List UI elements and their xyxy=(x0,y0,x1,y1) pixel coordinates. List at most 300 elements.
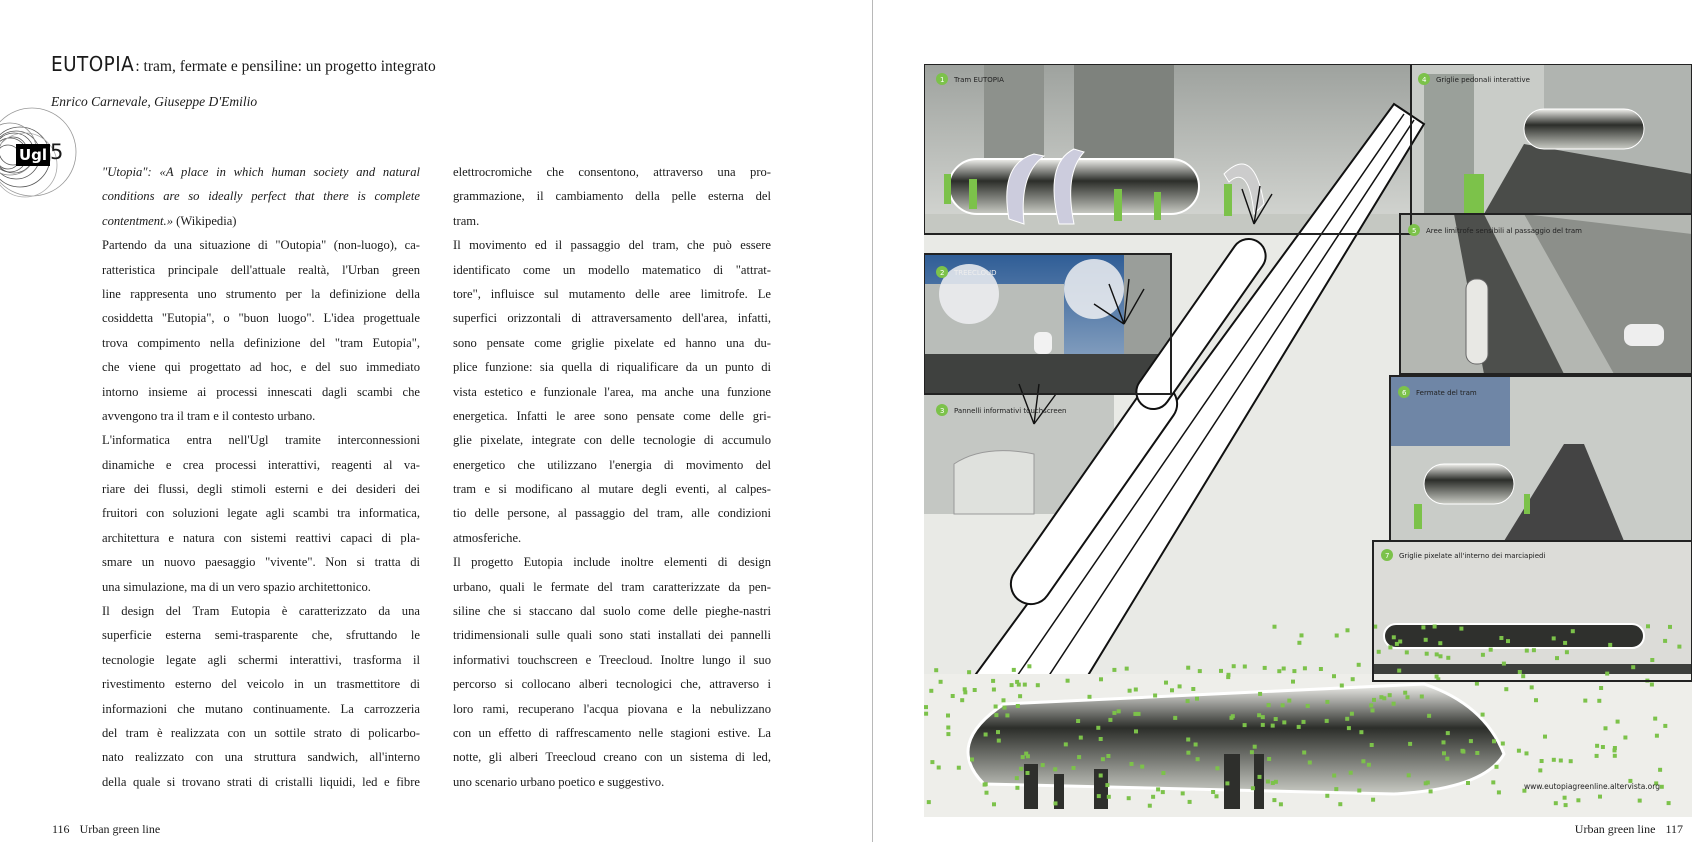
green-pixel xyxy=(992,688,996,692)
green-pixel xyxy=(1334,787,1338,791)
green-pixel xyxy=(1491,780,1495,784)
green-pixel xyxy=(1211,790,1215,794)
green-pixel xyxy=(1405,650,1409,654)
green-pixel xyxy=(1003,706,1007,710)
quote-paragraph xyxy=(102,160,420,233)
panel-4-number: 4 xyxy=(1422,76,1427,84)
panel-griglie-pedonali xyxy=(1411,64,1692,214)
text-line: superfici orizzontali di attraversamento dell'area, infatti, xyxy=(453,311,771,326)
footer-title-left: Urban green line xyxy=(79,822,161,836)
green-pixel xyxy=(939,680,943,684)
green-pixel xyxy=(1041,763,1045,767)
text-line: tecnologie legate agli schermi interattivi, trasforma il xyxy=(102,652,420,667)
green-pixel xyxy=(1475,682,1479,686)
green-pixel xyxy=(1215,766,1219,770)
green-pixel xyxy=(1127,796,1131,800)
green-pixel xyxy=(1306,704,1310,708)
green-pixel xyxy=(1303,666,1307,670)
green-pixel xyxy=(1016,704,1020,708)
green-pixel xyxy=(1347,726,1351,730)
green-pixel xyxy=(1521,674,1525,678)
green-pixel xyxy=(1258,775,1262,779)
green-pixel xyxy=(994,705,998,709)
green-pixel xyxy=(1638,799,1642,803)
green-pixel xyxy=(1576,798,1580,802)
green-pixel xyxy=(1349,771,1353,775)
green-pixel xyxy=(984,733,988,737)
panel-7-number: 7 xyxy=(1385,552,1390,560)
green-pixel xyxy=(1036,683,1040,687)
left-text-column xyxy=(102,160,420,794)
green-pixel xyxy=(1064,742,1068,746)
green-pixel xyxy=(1427,714,1431,718)
green-pixel xyxy=(1191,687,1195,691)
green-pixel xyxy=(1181,791,1185,795)
text-line: elettrocromiche che consentono, attraverso una pro- xyxy=(453,165,771,179)
green-pixel xyxy=(1156,787,1160,791)
paragraph xyxy=(453,550,771,794)
text-line: superficie esterna semi-trasparente che, sfruttando le xyxy=(102,628,420,643)
text-line: del tram è realizzata con un sottile strato di policarbo- xyxy=(102,725,420,740)
green-pixel xyxy=(1543,735,1547,739)
green-pixel xyxy=(1499,636,1503,640)
panel-1-label: Tram EUTOPIA xyxy=(954,76,1004,84)
green-pixel xyxy=(1272,798,1276,802)
green-pixel xyxy=(1195,697,1199,701)
green-pixel xyxy=(1555,656,1559,660)
text-line: Il design del Tram Eutopia è caratterizzato da una xyxy=(102,604,420,619)
green-pixel xyxy=(1274,717,1278,721)
footer-left xyxy=(42,822,160,837)
green-pixel xyxy=(1495,765,1499,769)
green-pixel xyxy=(1153,694,1157,698)
green-pixel xyxy=(1282,720,1286,724)
green-pixel xyxy=(1408,742,1412,746)
green-pixel xyxy=(951,694,955,698)
panel-5-label: Aree limitrofe sensibili al passaggio del tram xyxy=(1426,227,1583,235)
green-pixel xyxy=(1446,656,1450,660)
text-line: urbano, quali le fermate del tram caratterizzate da pen- xyxy=(453,579,771,594)
green-pixel xyxy=(1274,780,1278,784)
green-pixel xyxy=(1335,634,1339,638)
green-pixel xyxy=(1023,683,1027,687)
green-pixel xyxy=(1604,726,1608,730)
green-pixel xyxy=(1370,743,1374,747)
green-pixel xyxy=(1267,703,1271,707)
green-pixel xyxy=(1106,754,1110,758)
green-pixel xyxy=(1613,748,1617,752)
article-authors: Enrico Carnevale, Giuseppe D'Emilio xyxy=(51,94,258,109)
green-pixel xyxy=(983,783,987,787)
green-pixel xyxy=(1569,759,1573,763)
green-pixel xyxy=(1297,725,1301,729)
green-pixel xyxy=(1421,625,1425,629)
green-pixel xyxy=(1133,712,1137,716)
green-pixel xyxy=(1359,730,1363,734)
green-pixel xyxy=(1445,757,1449,761)
green-pixel xyxy=(1367,763,1371,767)
green-pixel xyxy=(1225,781,1229,785)
paragraph xyxy=(102,428,420,599)
green-pixel xyxy=(1530,685,1534,689)
green-pixel xyxy=(1148,804,1152,808)
green-pixel xyxy=(1302,751,1306,755)
green-pixel xyxy=(1072,766,1076,770)
green-pixel xyxy=(967,670,971,674)
green-pixel xyxy=(1392,635,1396,639)
text-line: tram e si modificano al mutare degli eventi, al calpes- xyxy=(453,482,771,497)
green-pixel xyxy=(930,760,934,764)
green-pixel xyxy=(1534,698,1538,702)
green-pixel xyxy=(1425,652,1429,656)
text-line: cosiddetta "Eutopia", o "buon luogo". L'idea progettuale xyxy=(102,311,420,326)
panel-3-number: 3 xyxy=(940,407,945,415)
green-pixel xyxy=(1215,794,1219,798)
green-pixel xyxy=(1164,681,1168,685)
green-pixel xyxy=(1253,745,1257,749)
green-pixel xyxy=(1650,658,1654,662)
green-pixel xyxy=(1277,669,1281,673)
green-pixel xyxy=(929,689,933,693)
green-pixel xyxy=(1650,683,1654,687)
green-pixel xyxy=(1338,802,1342,806)
green-pixel xyxy=(1266,780,1270,784)
green-pixel xyxy=(1112,668,1116,672)
green-pixel xyxy=(1012,668,1016,672)
text-line: line rappresenta uno strumento per la definizione della xyxy=(102,286,420,301)
green-pixel xyxy=(1504,687,1508,691)
green-pixel xyxy=(1489,648,1493,652)
green-pixel xyxy=(1258,692,1262,696)
text-line: che viene qui progettato ad hoc, e del suo immediato xyxy=(102,360,420,375)
panel-fermate xyxy=(1390,376,1692,541)
quote-line xyxy=(102,209,420,233)
green-pixel xyxy=(1099,774,1103,778)
green-pixel xyxy=(1125,667,1129,671)
text-line: tio delle persone, al passaggio del tram, alle condizioni xyxy=(453,506,771,521)
green-pixel xyxy=(1024,752,1028,756)
green-pixel xyxy=(1616,720,1620,724)
green-pixel xyxy=(924,705,928,709)
green-pixel xyxy=(1010,683,1014,687)
text-line: loro rami, recuperano l'acqua piovana e la nebulizzano xyxy=(453,701,771,716)
green-pixel xyxy=(1371,798,1375,802)
green-pixel xyxy=(1653,717,1657,721)
green-pixel xyxy=(1243,723,1247,727)
green-pixel xyxy=(1663,724,1667,728)
green-pixel xyxy=(991,679,995,683)
green-pixel xyxy=(1251,786,1255,790)
text-line: energetico che utilizzano l'energia di movimento del xyxy=(453,457,771,472)
green-pixel xyxy=(1532,648,1536,652)
green-pixel xyxy=(1188,800,1192,804)
green-pixel xyxy=(1435,652,1439,656)
green-pixel xyxy=(1186,699,1190,703)
green-pixel xyxy=(1198,669,1202,673)
green-pixel xyxy=(1406,695,1410,699)
green-pixel xyxy=(1134,688,1138,692)
text-line: della quale si trovano strati di cristalli liquidi, led e fibre xyxy=(102,774,420,789)
green-pixel xyxy=(1506,639,1510,643)
green-pixel xyxy=(1525,649,1529,653)
green-pixel xyxy=(1325,794,1329,798)
text-line: grammazione, il cambiamento della pelle esterna del xyxy=(453,189,771,204)
green-pixel xyxy=(1325,700,1329,704)
green-pixel xyxy=(1271,724,1275,728)
panel-griglie-pixelate xyxy=(1373,541,1692,681)
text-line: riare dei flussi, degli stimoli esterni e dei desideri dei xyxy=(102,482,420,497)
green-pixel xyxy=(1088,695,1092,699)
text-line: Partendo da una situazione di "Outopia" (non-luogo), ca- xyxy=(102,238,420,253)
text-line: L'informatica entra nell'Ugl tramite interconnessioni xyxy=(102,433,420,448)
green-pixel xyxy=(957,766,961,770)
green-pixel xyxy=(994,713,998,717)
green-pixel xyxy=(1501,742,1505,746)
green-pixel xyxy=(1433,625,1437,629)
title-subtitle: : tram, fermate e pensiline: un progetto integrato xyxy=(135,58,436,75)
green-pixel xyxy=(1076,719,1080,723)
green-pixel xyxy=(1668,625,1672,629)
green-pixel xyxy=(1469,739,1473,743)
green-pixel xyxy=(1002,698,1006,702)
green-pixel xyxy=(997,739,1001,743)
green-pixel xyxy=(1601,745,1605,749)
green-pixel xyxy=(1261,715,1265,719)
paragraph xyxy=(102,233,420,428)
text-line: fruitori con soluzioni legate agli scambi tra informatica, xyxy=(102,506,420,521)
green-pixel xyxy=(1173,716,1177,720)
text-line: ratteristica principale dell'attuale realtà, l'Urban green xyxy=(102,262,420,277)
panel-aree-limitrofe xyxy=(1400,214,1692,374)
green-pixel xyxy=(1282,667,1286,671)
green-pixel xyxy=(1403,691,1407,695)
green-pixel xyxy=(1281,703,1285,707)
green-pixel xyxy=(1677,645,1681,649)
page-number-left: 116 xyxy=(52,822,70,836)
green-pixel xyxy=(1105,783,1109,787)
green-pixel xyxy=(973,688,977,692)
green-pixel xyxy=(1015,786,1019,790)
green-pixel xyxy=(1128,689,1132,693)
panel-4-label: Griglie pedonali interattive xyxy=(1436,76,1530,84)
green-pixel xyxy=(1130,762,1134,766)
green-pixel xyxy=(1346,628,1350,632)
green-pixel xyxy=(1186,738,1190,742)
green-pixel xyxy=(1107,795,1111,799)
eutopia-render-image xyxy=(924,64,1692,817)
green-pixel xyxy=(1170,688,1174,692)
green-pixel xyxy=(946,732,950,736)
text-line: identificato come un modello matematico di "attrat- xyxy=(453,262,771,277)
green-pixel xyxy=(1015,680,1019,684)
text-line: Il progetto Eutopia include inoltre elementi di design xyxy=(453,555,771,570)
green-pixel xyxy=(1101,757,1105,761)
green-pixel xyxy=(1407,773,1411,777)
green-pixel xyxy=(1351,677,1355,681)
green-pixel xyxy=(1446,731,1450,735)
green-pixel xyxy=(985,791,989,795)
green-pixel xyxy=(1420,695,1424,699)
green-pixel xyxy=(1497,790,1501,794)
green-pixel xyxy=(946,726,950,730)
green-pixel xyxy=(1663,639,1667,643)
green-pixel xyxy=(1096,726,1100,730)
green-pixel xyxy=(1332,674,1336,678)
green-pixel xyxy=(1564,803,1568,807)
website-url: www.eutopiagreenline.altervista.org xyxy=(1524,782,1660,791)
text-line: percorso si collocano alberi tecnologici che, attraverso i xyxy=(453,677,771,692)
green-pixel xyxy=(1021,755,1025,759)
page-number-right: 117 xyxy=(1665,822,1683,836)
panel-3-label: Pannelli informativi touchscreen xyxy=(954,407,1067,415)
right-text-column xyxy=(453,160,771,794)
text-line: Il movimento ed il passaggio del tram, che può essere xyxy=(453,238,771,253)
green-pixel xyxy=(1388,645,1392,649)
text-line: plice funzione: sia quella di riqualificare da un punto di xyxy=(453,360,771,375)
green-pixel xyxy=(1595,744,1599,748)
text-line: avvengono tra il tram e il contesto urbano. xyxy=(102,408,316,423)
green-pixel xyxy=(1079,736,1083,740)
green-pixel xyxy=(1099,677,1103,681)
green-pixel xyxy=(1655,734,1659,738)
green-pixel xyxy=(1097,794,1101,798)
green-pixel xyxy=(1325,719,1329,723)
green-pixel xyxy=(1287,699,1291,703)
green-pixel xyxy=(1257,713,1261,717)
panel-2-number: 2 xyxy=(940,269,945,277)
green-pixel xyxy=(1196,757,1200,761)
text-line: glie pixelate, integrate con delle tecnologie di accumulo xyxy=(453,433,771,448)
green-pixel xyxy=(1461,749,1465,753)
green-pixel xyxy=(1340,684,1344,688)
quote-source: (Wikipedia) xyxy=(173,213,237,228)
green-pixel xyxy=(1186,751,1190,755)
green-pixel xyxy=(1026,771,1030,775)
green-pixel xyxy=(1186,666,1190,670)
green-pixel xyxy=(1597,699,1601,703)
panel-2-label: TREECLOUD xyxy=(954,269,997,277)
green-pixel xyxy=(1442,740,1446,744)
green-pixel xyxy=(1350,712,1354,716)
green-pixel xyxy=(1117,709,1121,713)
green-pixel xyxy=(1261,723,1265,727)
text-line: atmosferiche. xyxy=(453,530,522,545)
green-pixel xyxy=(1646,624,1650,628)
green-pixel xyxy=(1502,662,1506,666)
green-pixel xyxy=(1667,801,1671,805)
green-pixel xyxy=(1231,714,1235,718)
green-pixel xyxy=(1552,758,1556,762)
green-pixel xyxy=(1466,781,1470,785)
green-pixel xyxy=(1005,713,1009,717)
green-pixel xyxy=(1267,757,1271,761)
green-pixel xyxy=(1279,802,1283,806)
green-pixel xyxy=(1481,713,1485,717)
green-pixel xyxy=(1395,642,1399,646)
green-pixel xyxy=(1552,636,1556,640)
green-pixel xyxy=(1563,641,1567,645)
panel-7-label: Griglie pixelate all'interno dei marciapiedi xyxy=(1399,552,1546,560)
text-line: una simulazione, ma di un vero spazio architettonico. xyxy=(102,579,371,594)
green-pixel xyxy=(1554,801,1558,805)
text-line: informativi touchscreen e Treecloud. Inoltre lungo il suo xyxy=(453,652,771,667)
green-pixel xyxy=(1379,695,1383,699)
green-pixel xyxy=(1292,669,1296,673)
green-pixel xyxy=(1459,627,1463,631)
green-pixel xyxy=(1517,749,1521,753)
green-pixel xyxy=(1518,670,1522,674)
panel-1-number: 1 xyxy=(940,76,945,84)
green-pixel xyxy=(1161,790,1165,794)
green-pixel xyxy=(1302,720,1306,724)
text-line: tore", influisce sul mutamento delle aree limitrofe. Le xyxy=(453,286,771,301)
green-pixel xyxy=(1361,759,1365,763)
green-pixel xyxy=(1054,801,1058,805)
text-line: intorno insieme ai processi innescati dagli scambi che xyxy=(102,384,420,399)
green-pixel xyxy=(1345,717,1349,721)
green-pixel xyxy=(1357,789,1361,793)
green-pixel xyxy=(934,668,938,672)
green-pixel xyxy=(1273,625,1277,629)
paragraph xyxy=(102,599,420,794)
green-pixel xyxy=(1018,694,1022,698)
text-line: smare un nuovo paesaggio "vivente". Non si tratta di xyxy=(102,555,420,570)
green-pixel xyxy=(1232,664,1236,668)
text-line: informazioni che mutano continuamente. La carrozzeria xyxy=(102,701,420,716)
green-pixel xyxy=(1424,781,1428,785)
green-pixel xyxy=(1332,774,1336,778)
green-pixel xyxy=(996,730,1000,734)
green-pixel xyxy=(970,758,974,762)
green-pixel xyxy=(1227,673,1231,677)
green-pixel xyxy=(1492,739,1496,743)
green-pixel xyxy=(1559,759,1563,763)
text-line: dinamiche e crea processi interattivi, reagenti al va- xyxy=(102,457,420,472)
green-pixel xyxy=(1392,702,1396,706)
green-pixel xyxy=(1563,796,1567,800)
green-pixel xyxy=(1134,729,1138,733)
green-pixel xyxy=(1442,751,1446,755)
green-pixel xyxy=(1605,672,1609,676)
green-pixel xyxy=(1631,665,1635,669)
text-line: nato realizzato con una struttura sandwich, all'interno xyxy=(102,750,420,765)
green-pixel xyxy=(937,766,941,770)
green-pixel xyxy=(1219,669,1223,673)
green-pixel xyxy=(946,714,950,718)
green-pixel xyxy=(1140,765,1144,769)
text-line: vista estetico e funzionale l'area, ma anche una funzione xyxy=(453,384,771,399)
panel-6-label: Fermate del tram xyxy=(1416,389,1477,397)
green-pixel xyxy=(1019,767,1023,771)
green-pixel xyxy=(1151,795,1155,799)
ugl-logo-label: Ugl xyxy=(16,144,50,166)
green-pixel xyxy=(1613,754,1617,758)
text-line: siline che si staccano dal suolo come delle pieghe-nastri xyxy=(453,604,771,619)
green-pixel xyxy=(1540,759,1544,763)
green-pixel xyxy=(1178,684,1182,688)
green-pixel xyxy=(1660,785,1664,789)
page-gutter-divider xyxy=(872,0,873,842)
green-pixel xyxy=(1291,680,1295,684)
green-pixel xyxy=(1538,768,1542,772)
green-pixel xyxy=(1066,679,1070,683)
green-pixel xyxy=(1027,664,1031,668)
green-pixel xyxy=(1371,708,1375,712)
article-title xyxy=(51,52,436,76)
foreground-tram xyxy=(924,674,1692,817)
text-line: sono pensate come griglie pixelate ed hanno una du- xyxy=(453,335,771,350)
green-pixel xyxy=(1481,653,1485,657)
